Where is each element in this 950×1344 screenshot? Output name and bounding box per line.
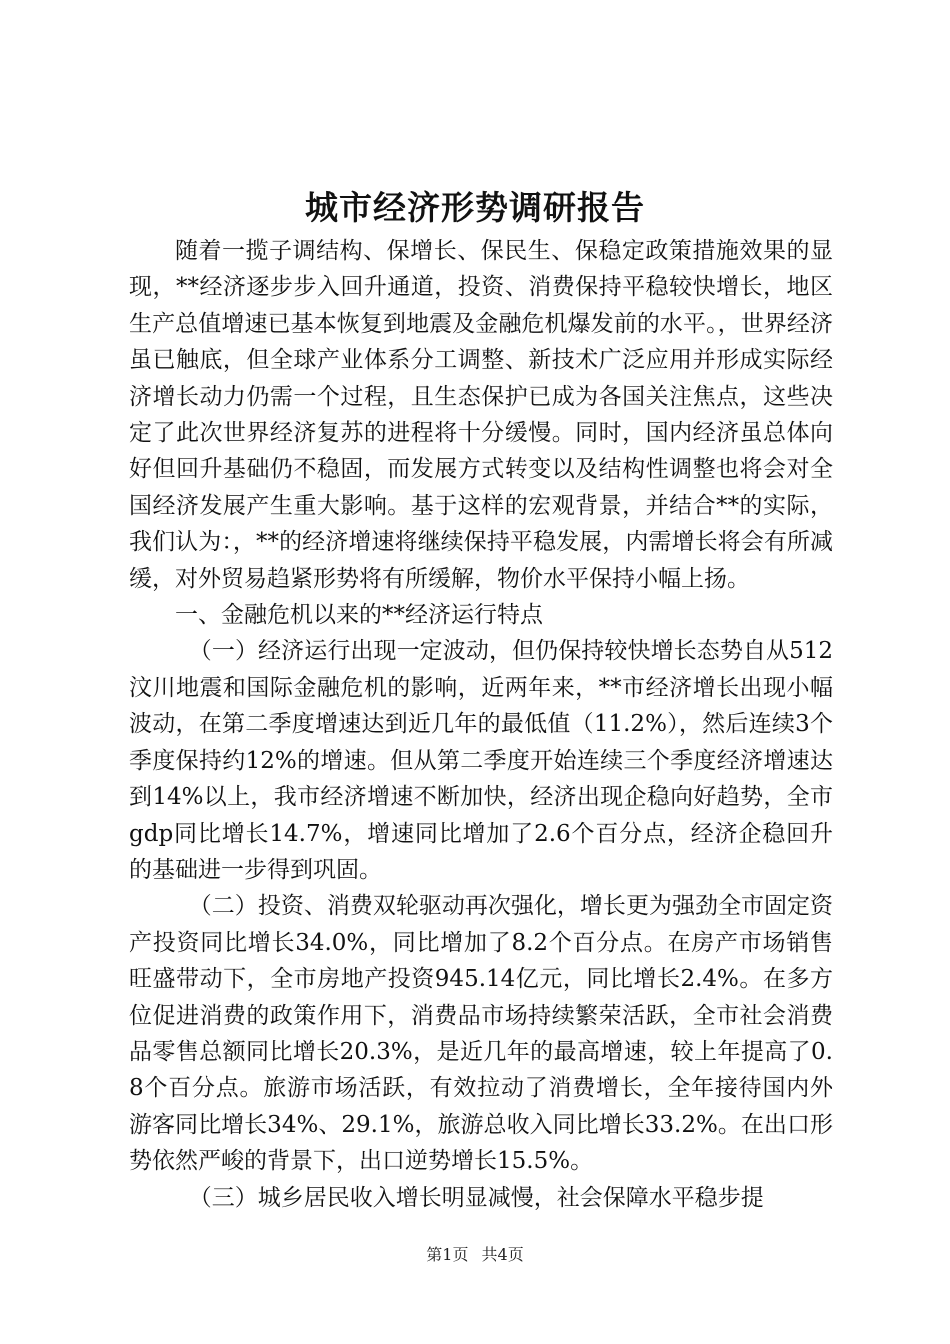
page-footer bbox=[0, 1244, 950, 1266]
intro-paragraph: 随着一揽子调结构、保增长、保民生、保稳定政策措施效果的显现，**经济逐步步入回升通道，投资、消费保持平稳较快增长，地区生产总值增速已基本恢复到地震及金融危机爆发前的水平。，世界经济虽已触底，但全球产业体系分工调整、新技术广泛应用并形成实际经济增长动力仍需一个过程，且生态保护已成为各国关注焦点，这些决定了此次世界经济复苏的进程将十分缓慢。同时，国内经济虽总体向好但回升基础仍不稳固，而发展方式转变以及结构性调整也将会对全国经济发展产生重大影响。基于这样的宏观背景，并结合**的实际，我们认为：，**的经济增速将继续保持平稳发展，内需增长将会有所减缓，对外贸易趋紧形势将有所缓解，物价水平保持小幅上扬。 bbox=[129, 238, 833, 592]
subsection-paragraph-1: （一）经济运行出现一定波动，但仍保持较快增长态势自从512汶川地震和国际金融危机的影响，近两年来，**市经济增长出现小幅波动，在第二季度增速达到近几年的最低值（11.2%），然后连续3个季度保持约12%的增速。但从第二季度开始连续三个季度经济增速达到14%以上，我市经济增速不断加快，经济出现企稳向好趋势，全市gdp同比增长14.7%，增速同比增加了2.6个百分点，经济企稳回升的基础进一步得到巩固。 bbox=[129, 638, 833, 883]
document-body bbox=[129, 233, 833, 1216]
section-heading: 一、金融危机以来的**经济运行特点 bbox=[175, 602, 543, 629]
page-total: 共4页 bbox=[481, 1245, 524, 1264]
page-number: 第1页 bbox=[426, 1245, 469, 1264]
subsection-paragraph-3: （三）城乡居民收入增长明显减慢，社会保障水平稳步提 bbox=[188, 1184, 764, 1211]
document-title: 城市经济形势调研报告 bbox=[305, 188, 645, 227]
subsection-paragraph-2: （二）投资、消费双轮驱动再次强化，增长更为强劲全市固定资产投资同比增长34.0%，同比增加了8.2个百分点。在房产市场销售旺盛带动下，全市房地产投资945.14亿元，同比增长2.4%。在多方位促进消费的政策作用下，消费品市场持续繁荣活跃，全市社会消费品零售总额同比增长20.3%，是近几年的最高增速，较上年提高了0.8个百分点。旅游市场活跃，有效拉动了消费增长，全年接待国内外游客同比增长34%、29.1%，旅游总收入同比增长33.2%。在出口形势依然严峻的背景下，出口逆势增长15.5%。 bbox=[129, 893, 833, 1175]
